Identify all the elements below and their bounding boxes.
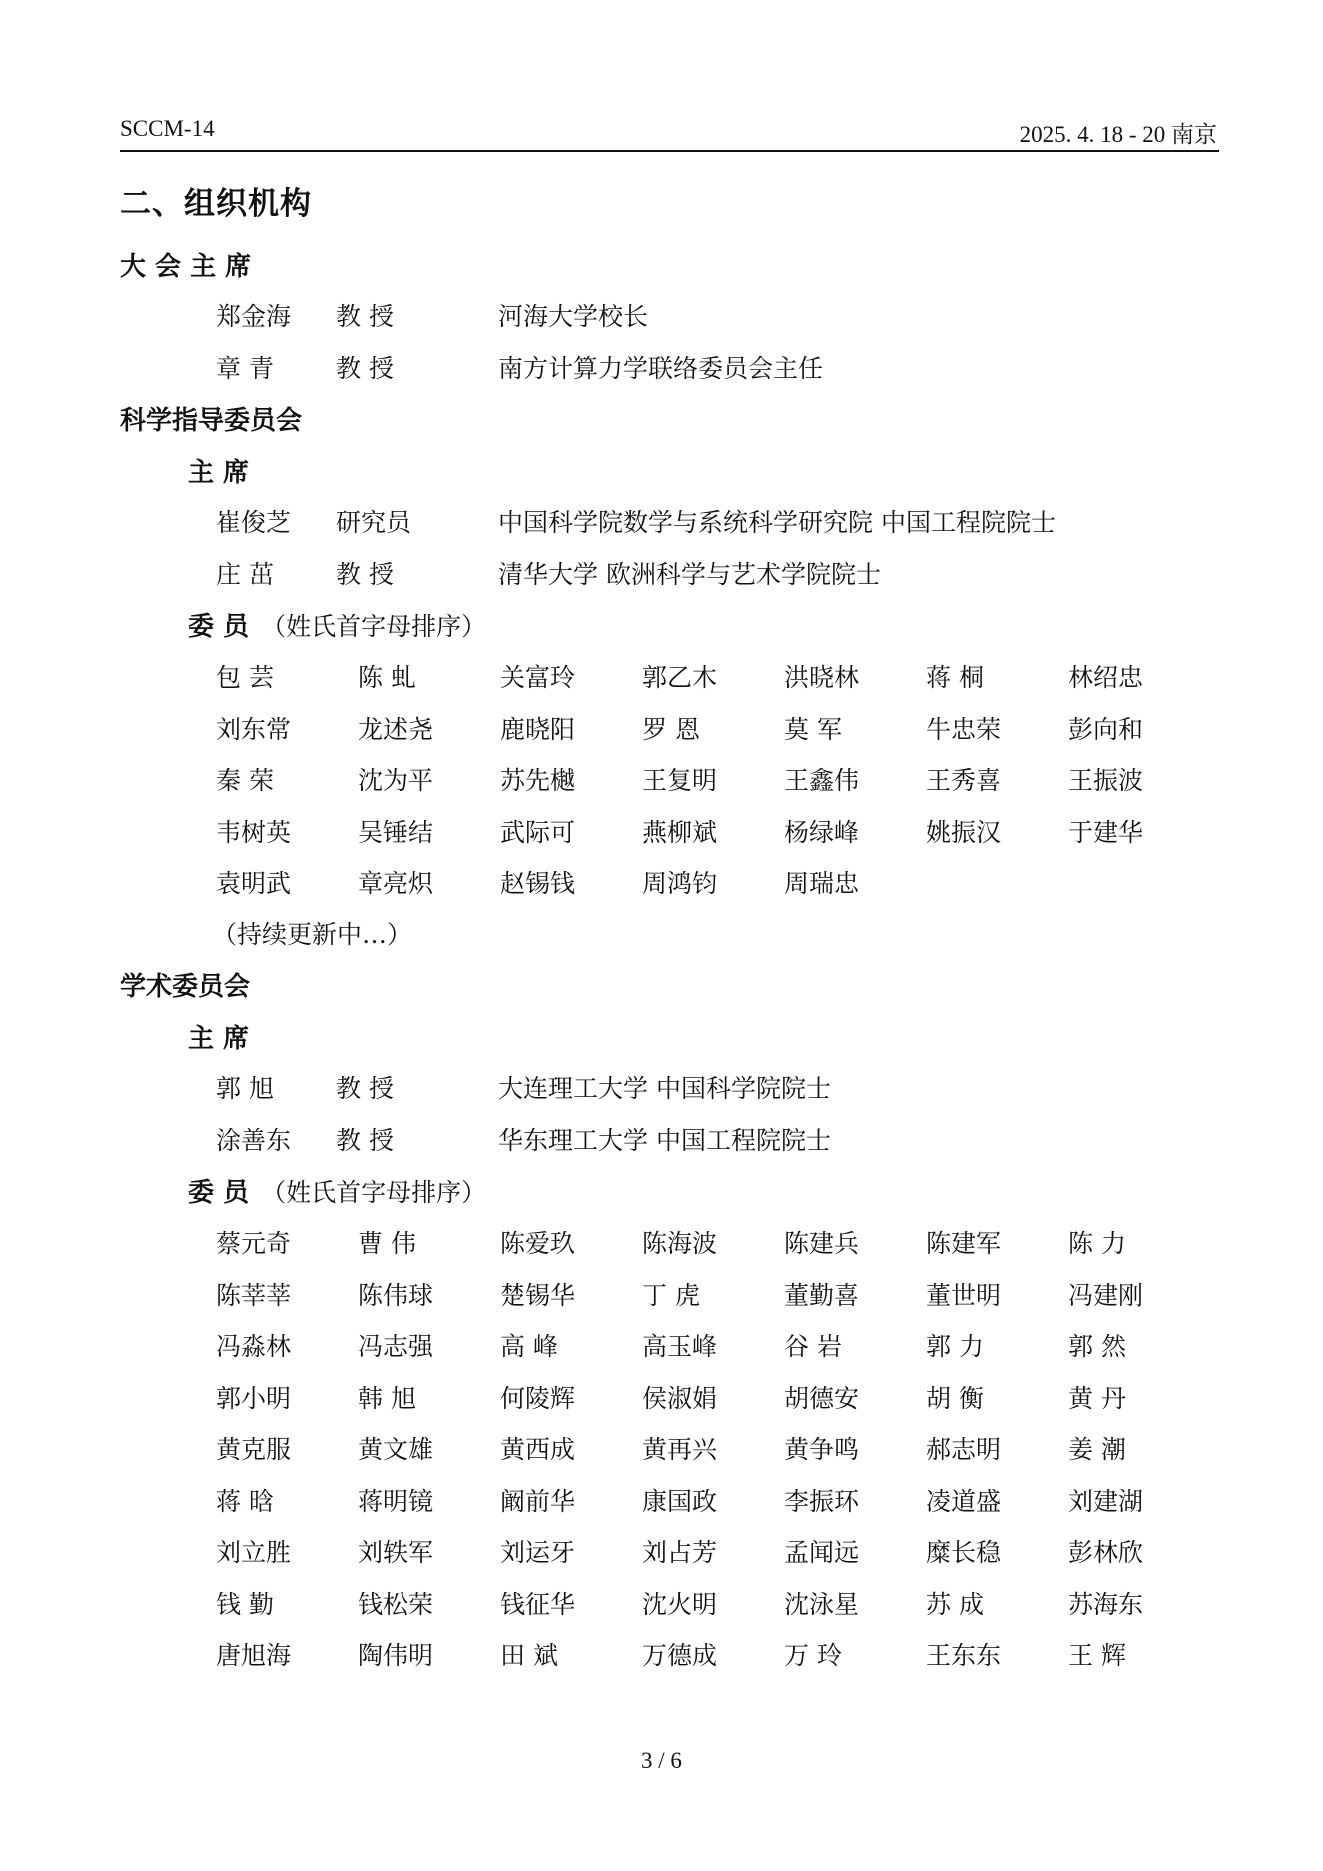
member-name: 王复明: [642, 766, 718, 795]
member-name: 丁 虎: [642, 1280, 700, 1310]
page-number: 3 / 6: [641, 1748, 682, 1773]
member-name: 蔡元奇: [216, 1229, 292, 1258]
member-name: 胡德安: [784, 1383, 860, 1413]
member-name: 王秀喜: [926, 766, 1002, 795]
member-name: 万德成: [642, 1641, 718, 1670]
conference-chair-heading: 大 会 主 席: [120, 252, 252, 282]
academic-chair-heading: 主 席: [188, 1024, 250, 1054]
person-title: 教 授: [336, 1126, 394, 1155]
person-name: 章 青: [216, 354, 274, 383]
member-name: 韦树英: [216, 817, 292, 847]
person-title: 教 授: [336, 354, 394, 383]
member-name: 陈伟球: [358, 1280, 434, 1310]
person-title: 教 授: [336, 302, 394, 331]
member-name: 黄文雄: [358, 1435, 434, 1464]
member-name: 姚振汉: [926, 817, 1002, 847]
member-name: 糜长稳: [926, 1538, 1002, 1567]
scientific-committee-heading: 科学指导委员会: [120, 406, 303, 436]
member-name: 王 辉: [1068, 1641, 1126, 1670]
member-name: 周瑞忠: [784, 869, 860, 898]
member-name: 康国政: [642, 1486, 718, 1516]
member-name: 郭乙木: [642, 663, 718, 692]
member-name: 陈莘莘: [216, 1280, 292, 1310]
member-name: 陈 虬: [358, 663, 416, 692]
member-name: 于建华: [1068, 817, 1144, 847]
member-name: 沈为平: [358, 766, 434, 795]
member-name: 杨绿峰: [784, 817, 860, 847]
member-name: 刘立胜: [216, 1538, 292, 1567]
member-name: 苏海东: [1068, 1589, 1144, 1619]
member-name: 黄争鸣: [784, 1435, 860, 1464]
members-note: （姓氏首字母排序）: [261, 612, 487, 641]
scientific-chair-heading: 主 席: [188, 458, 250, 488]
member-name: 陈爱玖: [500, 1229, 576, 1258]
member-name: 高 峰: [500, 1332, 558, 1361]
page-header: [120, 114, 1219, 152]
member-name: 罗 恩: [642, 714, 700, 744]
scientific-members-heading: [188, 606, 486, 643]
academic-committee-heading: 学术委员会: [120, 972, 251, 1002]
members-note: （姓氏首字母排序）: [261, 1178, 487, 1207]
person-name: 郭 旭: [216, 1074, 274, 1103]
member-name: 陈建军: [926, 1229, 1002, 1258]
member-name: 吴锤结: [358, 817, 434, 847]
person-title: 教 授: [336, 1074, 394, 1103]
member-name: 王东东: [926, 1641, 1002, 1670]
member-name: 王鑫伟: [784, 766, 860, 795]
member-name: 鹿晓阳: [500, 714, 576, 744]
member-name: 赵锡钱: [500, 869, 576, 898]
member-name: 黄克服: [216, 1435, 292, 1464]
member-name: 刘建湖: [1068, 1486, 1144, 1516]
member-name: 刘运牙: [500, 1538, 576, 1567]
member-name: 高玉峰: [642, 1332, 718, 1361]
member-name: 洪晓林: [784, 663, 860, 692]
member-name: 刘轶军: [358, 1538, 434, 1567]
member-name: 黄 丹: [1068, 1383, 1126, 1413]
person-desc: 清华大学 欧洲科学与艺术学院院士: [498, 560, 881, 589]
member-name: 何陵辉: [500, 1383, 576, 1413]
person-title: 研究员: [336, 508, 412, 537]
person-desc: 中国科学院数学与系统科学研究院 中国工程院院士: [498, 508, 1056, 537]
member-name: 韩 旭: [358, 1383, 416, 1413]
person-name: 庄 茁: [216, 560, 274, 589]
member-name: 黄西成: [500, 1435, 576, 1464]
member-name: 谷 岩: [784, 1332, 842, 1361]
member-name: 秦 荣: [216, 766, 274, 795]
academic-members-heading: [188, 1172, 486, 1209]
person-desc: 南方计算力学联络委员会主任: [498, 354, 824, 383]
member-name: 钱 勤: [216, 1589, 274, 1619]
member-name: 蒋 晗: [216, 1486, 274, 1516]
member-name: 武际可: [500, 817, 576, 847]
member-name: 冯淼林: [216, 1332, 292, 1361]
member-name: 王振波: [1068, 766, 1144, 795]
member-name: 周鸿钧: [642, 869, 718, 898]
member-name: 包 芸: [216, 663, 274, 692]
member-name: 楚锡华: [500, 1280, 576, 1310]
member-name: 陈海波: [642, 1229, 718, 1258]
member-name: 钱松荣: [358, 1589, 434, 1619]
person-name: 涂善东: [216, 1126, 292, 1155]
person-title: 教 授: [336, 560, 394, 589]
member-name: 彭林欣: [1068, 1538, 1144, 1567]
member-name: 侯淑娟: [642, 1383, 718, 1413]
member-name: 胡 衡: [926, 1383, 984, 1413]
member-name: 黄再兴: [642, 1435, 718, 1464]
member-name: 关富玲: [500, 663, 576, 692]
member-name: 牛忠荣: [926, 714, 1002, 744]
section-title: 二、组织机构: [120, 186, 312, 222]
continuing-note: （持续更新中…）: [212, 920, 413, 949]
member-name: 钱征华: [500, 1589, 576, 1619]
member-name: 苏 成: [926, 1589, 984, 1619]
member-name: 刘东常: [216, 714, 292, 744]
header-conference-code: SCCM-14: [120, 116, 215, 141]
person-desc: 华东理工大学 中国工程院院士: [498, 1126, 831, 1155]
member-name: 陈建兵: [784, 1229, 860, 1258]
member-name: 章亮炽: [358, 869, 434, 898]
person-name: 崔俊芝: [216, 508, 292, 537]
member-name: 田 斌: [500, 1641, 558, 1670]
header-date-location: 2025. 4. 18 - 20 南京: [1019, 122, 1217, 147]
person-desc: 大连理工大学 中国科学院院士: [498, 1074, 831, 1103]
member-name: 林绍忠: [1068, 663, 1144, 692]
members-label: 委 员: [188, 1178, 250, 1208]
member-name: 龙述尧: [358, 714, 434, 744]
member-name: 蒋 桐: [926, 663, 984, 692]
member-name: 冯志强: [358, 1332, 434, 1361]
member-name: 沈火明: [642, 1589, 718, 1619]
member-name: 郭小明: [216, 1383, 292, 1413]
member-name: 莫 军: [784, 714, 842, 744]
member-name: 彭向和: [1068, 714, 1144, 744]
member-name: 刘占芳: [642, 1538, 718, 1567]
member-name: 李振环: [784, 1486, 860, 1516]
member-name: 沈泳星: [784, 1589, 860, 1619]
member-name: 凌道盛: [926, 1486, 1002, 1516]
member-name: 郝志明: [926, 1435, 1002, 1464]
member-name: 姜 潮: [1068, 1435, 1126, 1464]
member-name: 董世明: [926, 1280, 1002, 1310]
member-name: 冯建刚: [1068, 1280, 1144, 1310]
member-name: 燕柳斌: [642, 817, 718, 847]
member-name: 苏先樾: [500, 766, 576, 795]
member-name: 孟闻远: [784, 1538, 860, 1567]
member-name: 万 玲: [784, 1641, 842, 1670]
member-name: 陶伟明: [358, 1641, 434, 1670]
person-name: 郑金海: [216, 302, 292, 331]
members-label: 委 员: [188, 612, 250, 642]
member-name: 曹 伟: [358, 1229, 416, 1258]
member-name: 董勤喜: [784, 1280, 860, 1310]
person-desc: 河海大学校长: [498, 302, 649, 331]
member-name: 袁明武: [216, 869, 292, 898]
member-name: 陈 力: [1068, 1229, 1126, 1258]
member-name: 阚前华: [500, 1486, 576, 1516]
member-name: 蒋明镜: [358, 1486, 434, 1516]
member-name: 郭 然: [1068, 1332, 1126, 1361]
member-name: 郭 力: [926, 1332, 984, 1361]
member-name: 唐旭海: [216, 1641, 292, 1670]
